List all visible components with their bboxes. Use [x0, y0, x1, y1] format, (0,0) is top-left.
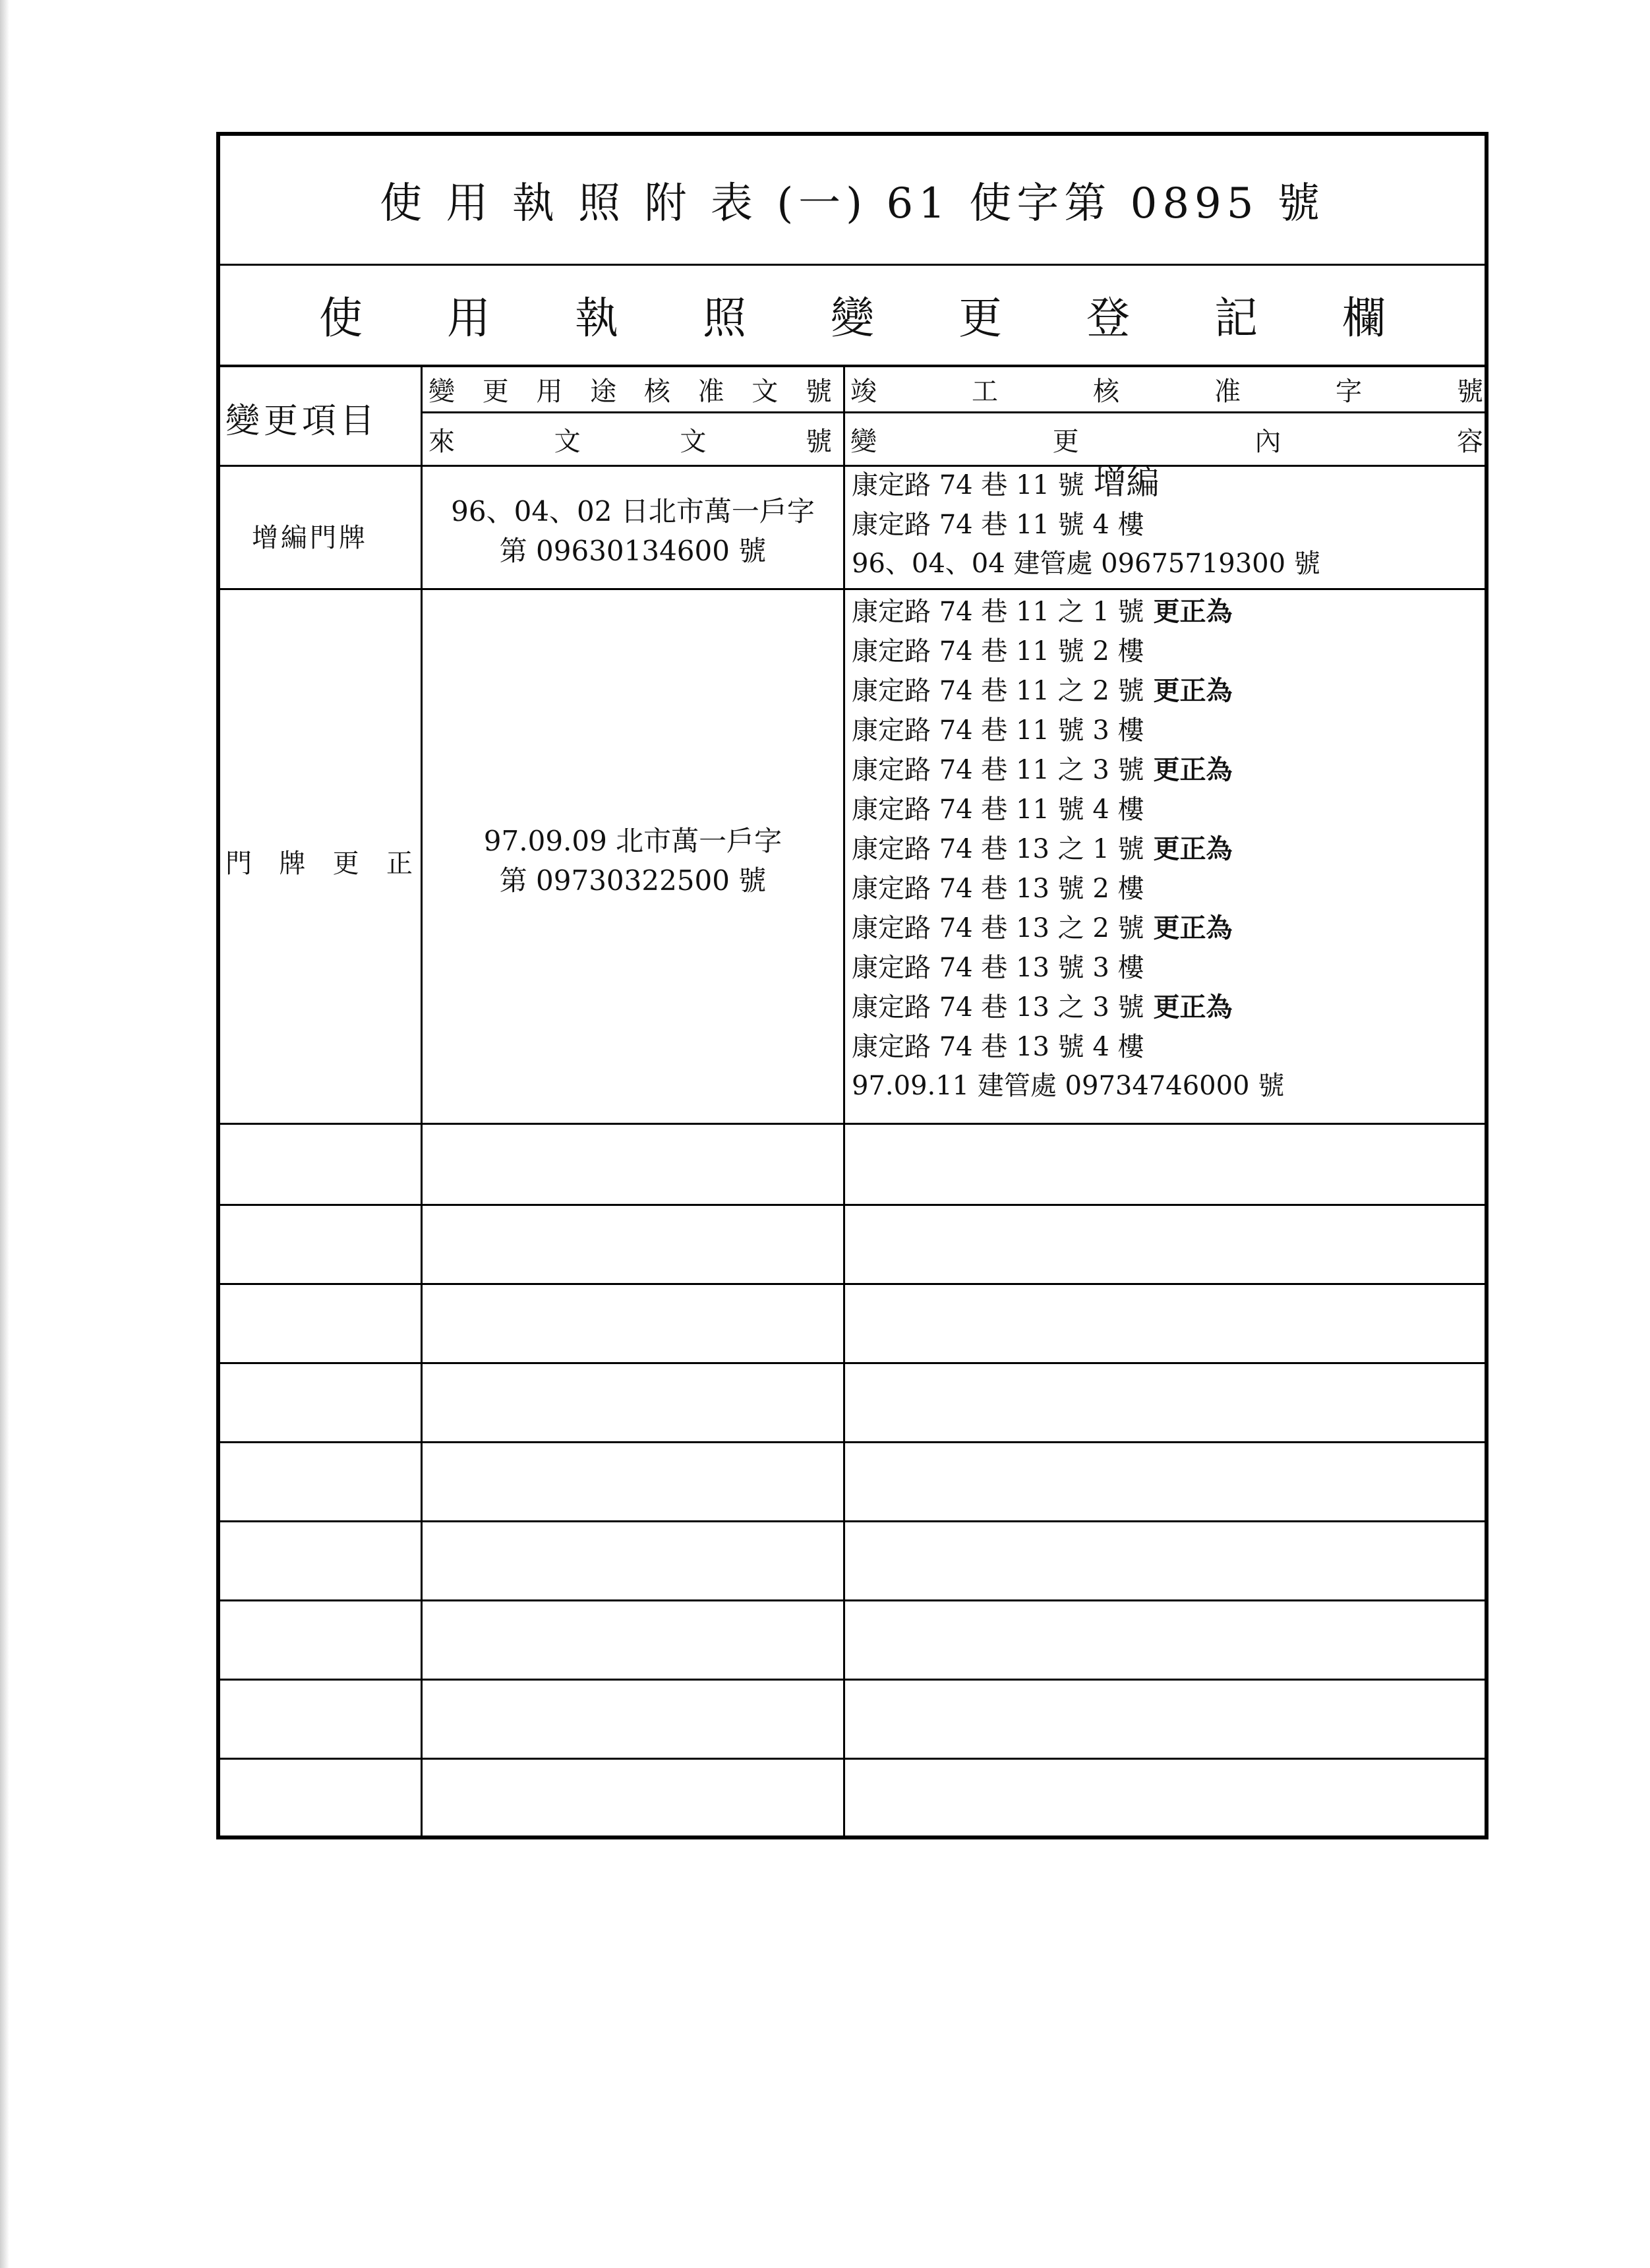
content-line-text: 康定路 74 巷 11 號 3 樓 — [852, 715, 1144, 746]
empty-row-line — [220, 1362, 1485, 1364]
content-line-note: 更正為 — [1153, 833, 1233, 864]
empty-row-line — [220, 1520, 1485, 1522]
subtitle-char: 用 — [447, 293, 490, 343]
content-line — [852, 988, 1284, 1028]
change-content-char: 變 — [850, 426, 877, 457]
content-line-note: 更正為 — [1153, 596, 1233, 627]
subtitle-chars — [319, 264, 1386, 365]
subtitle-char: 照 — [703, 293, 746, 343]
entry-2-document-line-1: 97.09.09 北市萬一戶字 — [483, 825, 782, 857]
empty-row-line — [220, 1599, 1485, 1601]
approval-number-char: 文 — [751, 376, 779, 407]
content-line-text: 96、04、04 建管處 09675719300 號 — [852, 549, 1320, 579]
completion-number-char: 准 — [1214, 376, 1241, 407]
entry-1-item: 增編門牌 — [252, 523, 368, 553]
completion-number-char: 竣 — [850, 376, 877, 407]
entry-2-item-char: 門 — [225, 848, 254, 879]
content-line-text: 康定路 74 巷 13 之 3 號 — [852, 992, 1144, 1023]
entry-2-item-char: 牌 — [279, 848, 309, 879]
content-line-text: 康定路 74 巷 13 號 4 樓 — [852, 1031, 1144, 1062]
content-line-text: 康定路 74 巷 11 號 — [852, 470, 1084, 500]
subtitle-char: 更 — [958, 293, 1002, 343]
content-line — [852, 750, 1284, 791]
entry-2-document — [423, 821, 842, 901]
empty-row-line — [220, 1204, 1485, 1206]
content-line — [852, 506, 1320, 545]
entry-2-item-char: 更 — [332, 848, 362, 879]
column-divider-2 — [843, 365, 845, 1839]
scan-edge-shadow — [0, 0, 9, 2268]
subtitle-char: 執 — [575, 293, 618, 343]
incoming-doc-number-char: 文 — [554, 426, 581, 457]
approval-number-char: 途 — [590, 376, 617, 407]
content-line-text: 康定路 74 巷 13 號 2 樓 — [852, 873, 1144, 904]
content-line-note: 更正為 — [1153, 912, 1233, 943]
completion-number-char: 核 — [1093, 376, 1119, 407]
content-line — [852, 829, 1284, 870]
content-line-note: 更正為 — [1153, 675, 1233, 706]
change-content-char: 內 — [1254, 426, 1282, 457]
entry-2-bottom-line — [220, 1123, 1485, 1125]
content-line-text: 97.09.11 建管處 09734746000 號 — [852, 1071, 1285, 1101]
usage-permit-change-form — [216, 132, 1488, 1839]
content-line-text: 康定路 74 巷 11 號 4 樓 — [852, 509, 1144, 540]
incoming-doc-number-char: 文 — [680, 426, 707, 457]
empty-row-line — [220, 1283, 1485, 1285]
content-line-text: 康定路 74 巷 13 之 1 號 — [852, 834, 1144, 864]
column-divider-1 — [421, 365, 423, 1839]
completion-number-char: 字 — [1336, 376, 1362, 407]
entry-1-document-line-2: 第 09630134600 號 — [499, 535, 767, 567]
entry-2-item-char: 正 — [386, 848, 415, 879]
subtitle-char: 登 — [1086, 293, 1130, 343]
form-subtitle — [220, 264, 1485, 367]
approval-number-char: 核 — [643, 376, 670, 407]
content-line — [852, 711, 1284, 751]
approval-number-char: 號 — [805, 376, 832, 407]
subtitle-char: 欄 — [1342, 293, 1386, 343]
header-completion-number — [850, 367, 1483, 411]
form-title — [220, 136, 1485, 266]
header-approval-number — [428, 367, 832, 411]
entry-2-document-line-2: 第 09730322500 號 — [499, 864, 767, 897]
header-incoming-doc-number — [428, 415, 832, 463]
content-line — [852, 463, 1320, 506]
approval-number-char: 更 — [482, 376, 509, 407]
change-content-char: 容 — [1456, 426, 1483, 457]
completion-number-char: 工 — [972, 376, 998, 407]
content-line — [852, 545, 1320, 584]
content-line — [852, 632, 1284, 672]
content-line-note: 更正為 — [1153, 754, 1233, 785]
header-change-content — [850, 415, 1483, 463]
content-line — [852, 949, 1284, 988]
content-line — [852, 671, 1284, 711]
approval-number-char: 變 — [428, 376, 455, 407]
content-line-text: 康定路 74 巷 11 之 2 號 — [852, 676, 1144, 706]
content-line-text: 康定路 74 巷 13 之 2 號 — [852, 913, 1144, 943]
entry-2-item — [225, 841, 415, 881]
subtitle-char: 變 — [831, 293, 874, 343]
change-content-char: 更 — [1052, 426, 1079, 457]
content-line — [852, 1067, 1284, 1106]
content-line — [852, 909, 1284, 949]
content-line-text: 康定路 74 巷 13 號 3 樓 — [852, 952, 1144, 983]
completion-number-char: 號 — [1457, 376, 1483, 407]
entry-1-document — [423, 492, 842, 571]
header-change-item: 變更項目 — [225, 402, 379, 441]
incoming-doc-number-char: 來 — [428, 426, 455, 457]
content-line — [852, 592, 1284, 632]
header-divider — [421, 411, 1485, 413]
incoming-doc-number-char: 號 — [805, 426, 832, 457]
content-line-text: 康定路 74 巷 11 之 3 號 — [852, 755, 1144, 785]
content-line-note: 更正為 — [1153, 992, 1233, 1023]
entry-1-bottom-line — [220, 588, 1485, 590]
content-line-text: 康定路 74 巷 11 號 4 樓 — [852, 794, 1144, 825]
empty-row-line — [220, 1758, 1485, 1760]
entry-2-content — [852, 592, 1284, 1106]
approval-number-char: 用 — [536, 376, 563, 407]
content-line — [852, 791, 1284, 830]
content-line-note: 增編 — [1093, 463, 1160, 502]
content-line — [852, 870, 1284, 909]
form-title-text: 使 用 執 照 附 表 (一) 61 使字第 0895 號 — [380, 179, 1325, 228]
empty-row-line — [220, 1679, 1485, 1681]
content-line — [852, 1028, 1284, 1067]
entry-1-content — [852, 463, 1320, 584]
approval-number-char: 准 — [697, 376, 724, 407]
subtitle-char: 記 — [1214, 293, 1258, 343]
content-line-text: 康定路 74 巷 11 之 1 號 — [852, 597, 1144, 627]
content-line-text: 康定路 74 巷 11 號 2 樓 — [852, 636, 1144, 667]
subtitle-char: 使 — [319, 293, 363, 343]
entry-1-document-line-1: 96、04、02 日北市萬一戶字 — [451, 495, 815, 527]
empty-row-line — [220, 1441, 1485, 1443]
